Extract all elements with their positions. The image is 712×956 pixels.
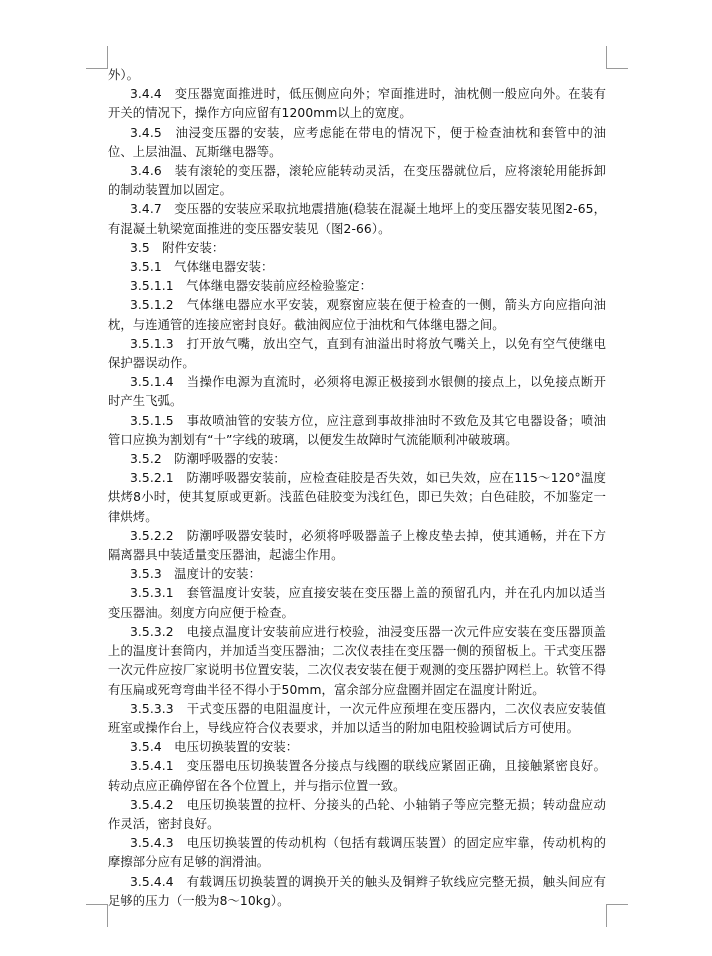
- paragraph: 3.4.5 油浸变压器的安装，应考虑能在带电的情况下，便于检查油枕和套管中的油位、上层油温、瓦斯继电器等。: [108, 125, 606, 159]
- paragraph: 3.5.1.1 气体继电器安装前应经检验鉴定：: [130, 279, 373, 294]
- paragraph: 3.5.1.3 打开放气嘴，放出空气，直到有油溢出时将放气嘴关上，以免有空气使继电保护器误动作。: [108, 336, 606, 371]
- paragraph: 3.5.4.1 变压器电压切换装置各分接点与线圈的联线应紧固正确，且接触紧密良好。转动点应正确停留在各个位置上，并与指示位置一致。: [108, 759, 606, 793]
- paragraph: 3.5.1.2 气体继电器应水平安装，观察窗应装在便于检查的一侧，箭头方向应指向油枕，与连通管的连接应密封良好。截油阀应位于油枕和气体继电器之间。: [108, 298, 606, 332]
- crop-mark-bottom-right-v: [606, 905, 607, 927]
- crop-mark-bottom-right-h: [606, 904, 628, 905]
- paragraph: 3.5.3.3 干式变压器的电阻温度计，一次元件应预埋在变压器内，二次仪表应安装值班室或操作台上，导线应符合仪表要求，并加以适当的附加电阻校验调试后方可使用。: [108, 701, 606, 735]
- crop-mark-top-left-v: [107, 46, 108, 68]
- paragraph: 3.5.3.1 套管温度计安装，应直接安装在变压器上盖的预留孔内，并在孔内加以适当变压器油。刻度方向应便于检查。: [108, 586, 606, 620]
- section-heading: 3.5.2 防潮呼吸器的安装：: [130, 452, 286, 467]
- crop-mark-top-left-h: [86, 68, 108, 69]
- paragraph: 外）。: [108, 68, 140, 82]
- paragraph: 3.5.2.1 防潮呼吸器安装前，应检查硅胶是否失效，如已失效，应在115～120°温度烘烤8小时，使其复原或更新。浅蓝色硅胶变为浅红色，即已失效；白色硅胶，不加鉴定一律烘烤。: [108, 471, 606, 524]
- crop-mark-top-right-h: [606, 68, 628, 69]
- paragraph: 3.5.1.4 当操作电源为直流时，必须将电源正极接到水银侧的接点上，以免接点断开时产生飞弧。: [108, 375, 606, 409]
- paragraph: 3.4.6 装有滚轮的变压器，滚轮应能转动灵活，在变压器就位后，应将滚轮用能拆卸的制动装置加以固定。: [108, 164, 606, 198]
- paragraph: 3.5.2.2 防潮呼吸器安装时，必须将呼吸器盖子上橡皮垫去掉，使其通畅，并在下方隔离器具中装适量变压器油，起滤尘作用。: [108, 528, 606, 563]
- crop-mark-bottom-left-h: [86, 904, 108, 905]
- section-heading: 3.5.4 电压切换装置的安装：: [130, 740, 299, 755]
- section-heading: 3.5.3 温度计的安装：: [130, 567, 261, 582]
- document-body: [108, 66, 606, 911]
- paragraph: 3.5.4.3 电压切换装置的传动机构（包括有载调压装置）的固定应牢靠，传动机构的摩擦部分应有足够的润滑油。: [108, 836, 606, 870]
- paragraph: 3.5.1.5 事故喷油管的安装方位，应注意到事故排油时不致危及其它电器设备；喷油管口应换为割划有“十”字线的玻璃，以便发生故障时气流能顺利冲破玻璃。: [108, 413, 606, 447]
- paragraph: 3.5.4.4 有载调压切换装置的调换开关的触头及铜辫子软线应完整无损，触头间应有足够的压力（一般为8～10kg）。: [108, 874, 606, 908]
- paragraph: 3.4.4 变压器宽面推进时，低压侧应向外；窄面推进时，油枕侧一般应向外。在装有开关的情况下，操作方向应留有1200mm以上的宽度。: [108, 87, 606, 121]
- paragraph: 3.4.7 变压器的安装应采取抗地震措施(稳装在混凝土地坪上的变压器安装见图2-65，有混凝土轨梁宽面推进的变压器安装见（图2-66）。: [108, 202, 606, 236]
- paragraph: 3.5.3.2 电接点温度计安装前应进行校验，油浸变压器一次元件应安装在变压器顶盖上的温度计套筒内，并加适当变压器油；二次仪表挂在变压器一侧的预留板上。干式变压器一次元件应按厂家说明书位置安装，二次仪表安装在便于观测的变压器护网栏上。软管不得有压扁或死弯弯曲半径不得小于50mm，富余部分应盘圈并固定在温度计附近。: [108, 624, 606, 697]
- paragraph: 3.5.4.2 电压切换装置的拉杆、分接头的凸轮、小轴销子等应完整无损；转动盘应动作灵活，密封良好。: [108, 797, 606, 831]
- crop-mark-top-right-v: [606, 46, 607, 68]
- section-heading: 3.5 附件安装：: [130, 240, 225, 255]
- section-heading: 3.5.1 气体继电器安装：: [130, 260, 274, 275]
